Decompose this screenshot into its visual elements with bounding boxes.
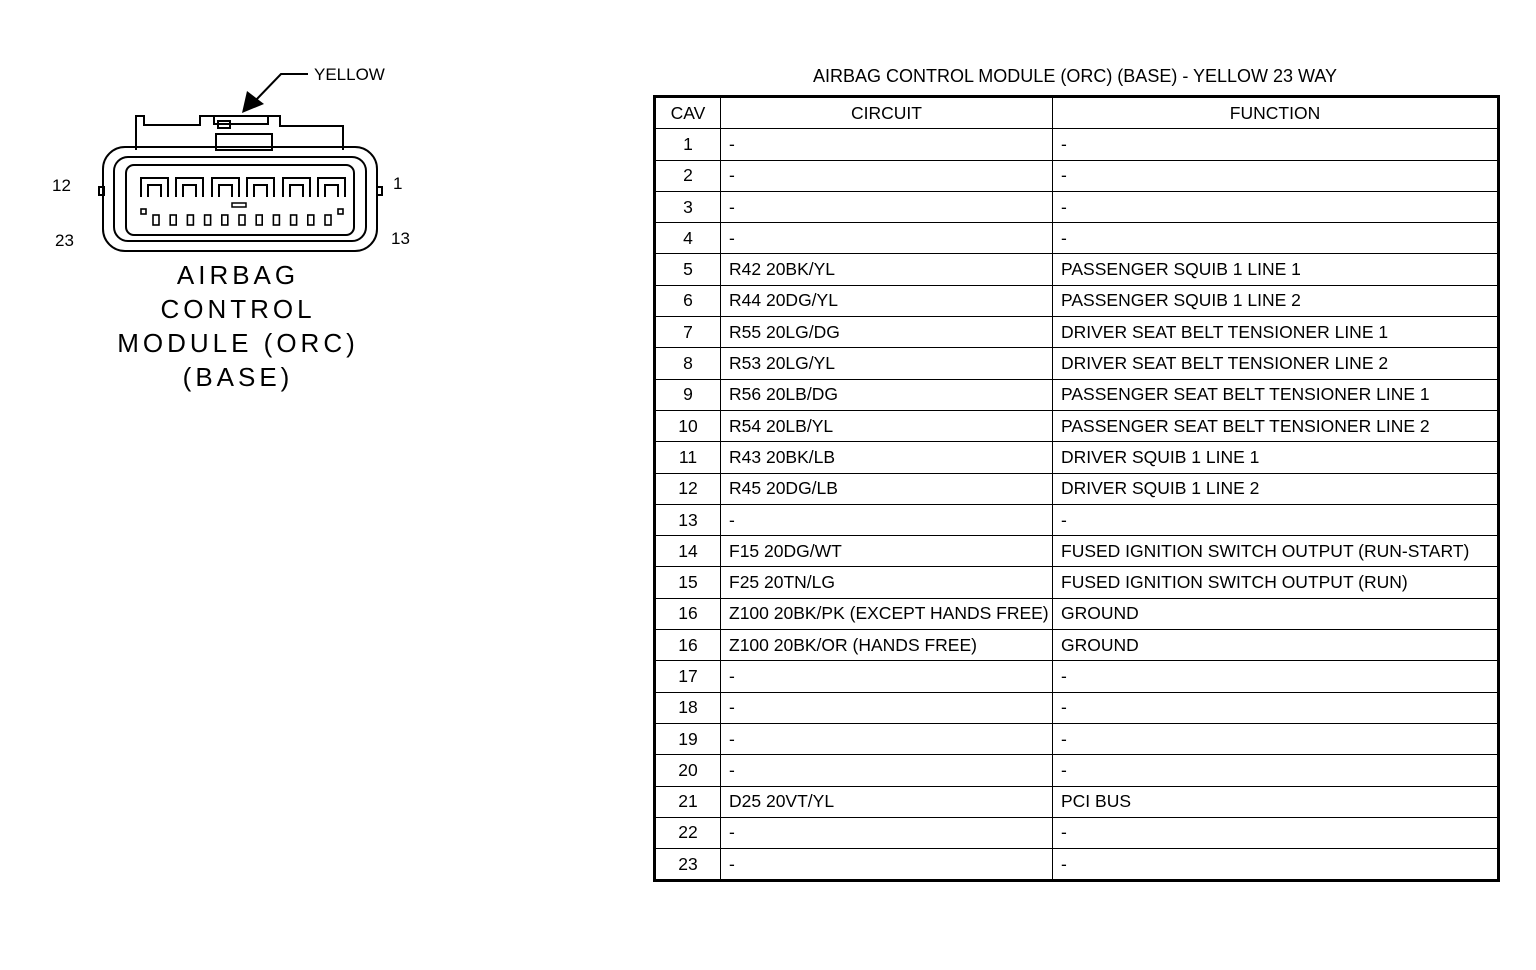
table-row — [655, 410, 1499, 441]
function-cell: DRIVER SQUIB 1 LINE 2 — [1053, 473, 1499, 504]
table-row — [655, 223, 1499, 254]
function-cell: - — [1053, 129, 1499, 160]
cavity-bottom — [170, 215, 176, 225]
cav-cell: 2 — [655, 160, 721, 191]
table-row — [655, 817, 1499, 848]
function-cell: DRIVER SEAT BELT TENSIONER LINE 2 — [1053, 348, 1499, 379]
function-cell: PASSENGER SQUIB 1 LINE 2 — [1053, 285, 1499, 316]
function-cell: GROUND — [1053, 630, 1499, 661]
function-cell: PASSENGER SEAT BELT TENSIONER LINE 2 — [1053, 410, 1499, 441]
cavity-top — [141, 178, 168, 197]
cav-cell: 18 — [655, 692, 721, 723]
circuit-cell: Z100 20BK/OR (HANDS FREE) — [721, 630, 1053, 661]
circuit-cell: - — [721, 723, 1053, 754]
polarizing-key — [232, 203, 246, 207]
table-row — [655, 849, 1499, 881]
circuit-cell: - — [721, 817, 1053, 848]
function-cell: - — [1053, 160, 1499, 191]
cavity-bottom — [273, 215, 279, 225]
connector-face-diagram — [0, 0, 620, 270]
function-cell: PCI BUS — [1053, 786, 1499, 817]
circuit-cell: - — [721, 661, 1053, 692]
table-row — [655, 473, 1499, 504]
circuit-cell: R54 20LB/YL — [721, 410, 1053, 441]
circuit-cell: R43 20BK/LB — [721, 442, 1053, 473]
cav-cell: 17 — [655, 661, 721, 692]
table-caption: AIRBAG CONTROL MODULE (ORC) (BASE) - YELLOW 23 WAY — [812, 66, 1338, 86]
cavity-bottom — [222, 215, 228, 225]
side-key-left — [99, 187, 104, 195]
side-key-right — [377, 187, 382, 195]
table-row — [655, 536, 1499, 567]
cav-cell: 21 — [655, 786, 721, 817]
cavity-top — [247, 178, 274, 197]
cav-cell: 22 — [655, 817, 721, 848]
pin-label-1: 1 — [393, 174, 403, 193]
header-circuit: CIRCUIT — [721, 97, 1053, 129]
table-row — [655, 379, 1499, 410]
table-row — [655, 285, 1499, 316]
cavity-top — [318, 178, 345, 197]
function-cell: - — [1053, 191, 1499, 222]
table-row — [655, 567, 1499, 598]
header-function: FUNCTION — [1053, 97, 1499, 129]
function-cell: - — [1053, 504, 1499, 535]
table-header-row — [655, 97, 1499, 129]
cav-cell: 4 — [655, 223, 721, 254]
cav-cell: 1 — [655, 129, 721, 160]
color-callout-label: YELLOW — [314, 65, 385, 84]
cav-cell: 3 — [655, 191, 721, 222]
circuit-cell: - — [721, 504, 1053, 535]
function-cell: - — [1053, 817, 1499, 848]
table-row — [655, 191, 1499, 222]
cavity-top — [212, 178, 239, 197]
table-row — [655, 630, 1499, 661]
circuit-cell: - — [721, 223, 1053, 254]
circuit-cell: R56 20LB/DG — [721, 379, 1053, 410]
cav-cell: 23 — [655, 849, 721, 881]
table-row — [655, 723, 1499, 754]
circuit-cell: R53 20LG/YL — [721, 348, 1053, 379]
function-cell: DRIVER SQUIB 1 LINE 1 — [1053, 442, 1499, 473]
table-row — [655, 504, 1499, 535]
module-title-line: (BASE) — [182, 362, 294, 392]
circuit-cell: R55 20LG/DG — [721, 317, 1053, 348]
cavity-bottom — [325, 215, 331, 225]
circuit-cell: Z100 20BK/PK (EXCEPT HANDS FREE) — [721, 598, 1053, 629]
function-cell: - — [1053, 223, 1499, 254]
module-title-line: CONTROL — [160, 294, 316, 324]
pin-row-bottom — [141, 209, 343, 225]
function-cell: - — [1053, 755, 1499, 786]
table-row — [655, 317, 1499, 348]
table-row — [655, 598, 1499, 629]
cav-cell: 5 — [655, 254, 721, 285]
circuit-cell: D25 20VT/YL — [721, 786, 1053, 817]
circuit-cell: - — [721, 191, 1053, 222]
cav-cell: 16 — [655, 630, 721, 661]
cav-cell: 12 — [655, 473, 721, 504]
table-row — [655, 786, 1499, 817]
pin-label-23: 23 — [55, 231, 74, 250]
callout-leader-line — [255, 74, 308, 101]
circuit-cell: - — [721, 755, 1053, 786]
cav-cell: 14 — [655, 536, 721, 567]
function-cell: GROUND — [1053, 598, 1499, 629]
function-cell: FUSED IGNITION SWITCH OUTPUT (RUN) — [1053, 567, 1499, 598]
circuit-cell: - — [721, 692, 1053, 723]
cavity-bottom — [256, 215, 262, 225]
module-title — [88, 258, 388, 394]
cav-cell: 8 — [655, 348, 721, 379]
circuit-cell: F25 20TN/LG — [721, 567, 1053, 598]
function-cell: PASSENGER SEAT BELT TENSIONER LINE 1 — [1053, 379, 1499, 410]
housing-inner — [114, 157, 366, 241]
cavity-bottom-marker — [338, 209, 343, 214]
cavity-bottom — [187, 215, 193, 225]
cavity-bottom — [239, 215, 245, 225]
pin-label-12: 12 — [52, 176, 71, 195]
pin-label-13: 13 — [391, 229, 410, 248]
cav-cell: 9 — [655, 379, 721, 410]
pinout-table — [653, 95, 1500, 882]
function-cell: - — [1053, 692, 1499, 723]
cavity-bottom — [308, 215, 314, 225]
function-cell: - — [1053, 849, 1499, 881]
cav-cell: 11 — [655, 442, 721, 473]
table-row — [655, 661, 1499, 692]
cavity-bottom — [291, 215, 297, 225]
cav-cell: 19 — [655, 723, 721, 754]
pin-row-top — [141, 178, 345, 207]
cav-cell: 13 — [655, 504, 721, 535]
cav-cell: 20 — [655, 755, 721, 786]
circuit-cell: - — [721, 129, 1053, 160]
module-title-line: MODULE (ORC) — [117, 328, 359, 358]
cav-cell: 10 — [655, 410, 721, 441]
table-row — [655, 254, 1499, 285]
table-row — [655, 160, 1499, 191]
cavity-bottom — [205, 215, 211, 225]
yellow-callout — [242, 74, 308, 113]
circuit-cell: - — [721, 849, 1053, 881]
circuit-cell: - — [721, 160, 1053, 191]
table-row — [655, 755, 1499, 786]
cav-cell: 6 — [655, 285, 721, 316]
table-row — [655, 692, 1499, 723]
table-row — [655, 129, 1499, 160]
cav-cell: 15 — [655, 567, 721, 598]
header-cav: CAV — [655, 97, 721, 129]
cav-cell: 7 — [655, 317, 721, 348]
function-cell: PASSENGER SQUIB 1 LINE 1 — [1053, 254, 1499, 285]
circuit-cell: R44 20DG/YL — [721, 285, 1053, 316]
table-row — [655, 348, 1499, 379]
cavity-top — [283, 178, 310, 197]
module-title-line: AIRBAG — [176, 260, 300, 290]
table-row — [655, 442, 1499, 473]
function-cell: - — [1053, 661, 1499, 692]
circuit-cell: R42 20BK/YL — [721, 254, 1053, 285]
function-cell: FUSED IGNITION SWITCH OUTPUT (RUN-START) — [1053, 536, 1499, 567]
function-cell: DRIVER SEAT BELT TENSIONER LINE 1 — [1053, 317, 1499, 348]
circuit-cell: F15 20DG/WT — [721, 536, 1053, 567]
cavity-bottom — [153, 215, 159, 225]
cavity-top — [176, 178, 203, 197]
cavity-bottom-marker — [141, 209, 146, 214]
circuit-cell: R45 20DG/LB — [721, 473, 1053, 504]
function-cell: - — [1053, 723, 1499, 754]
cav-cell: 16 — [655, 598, 721, 629]
